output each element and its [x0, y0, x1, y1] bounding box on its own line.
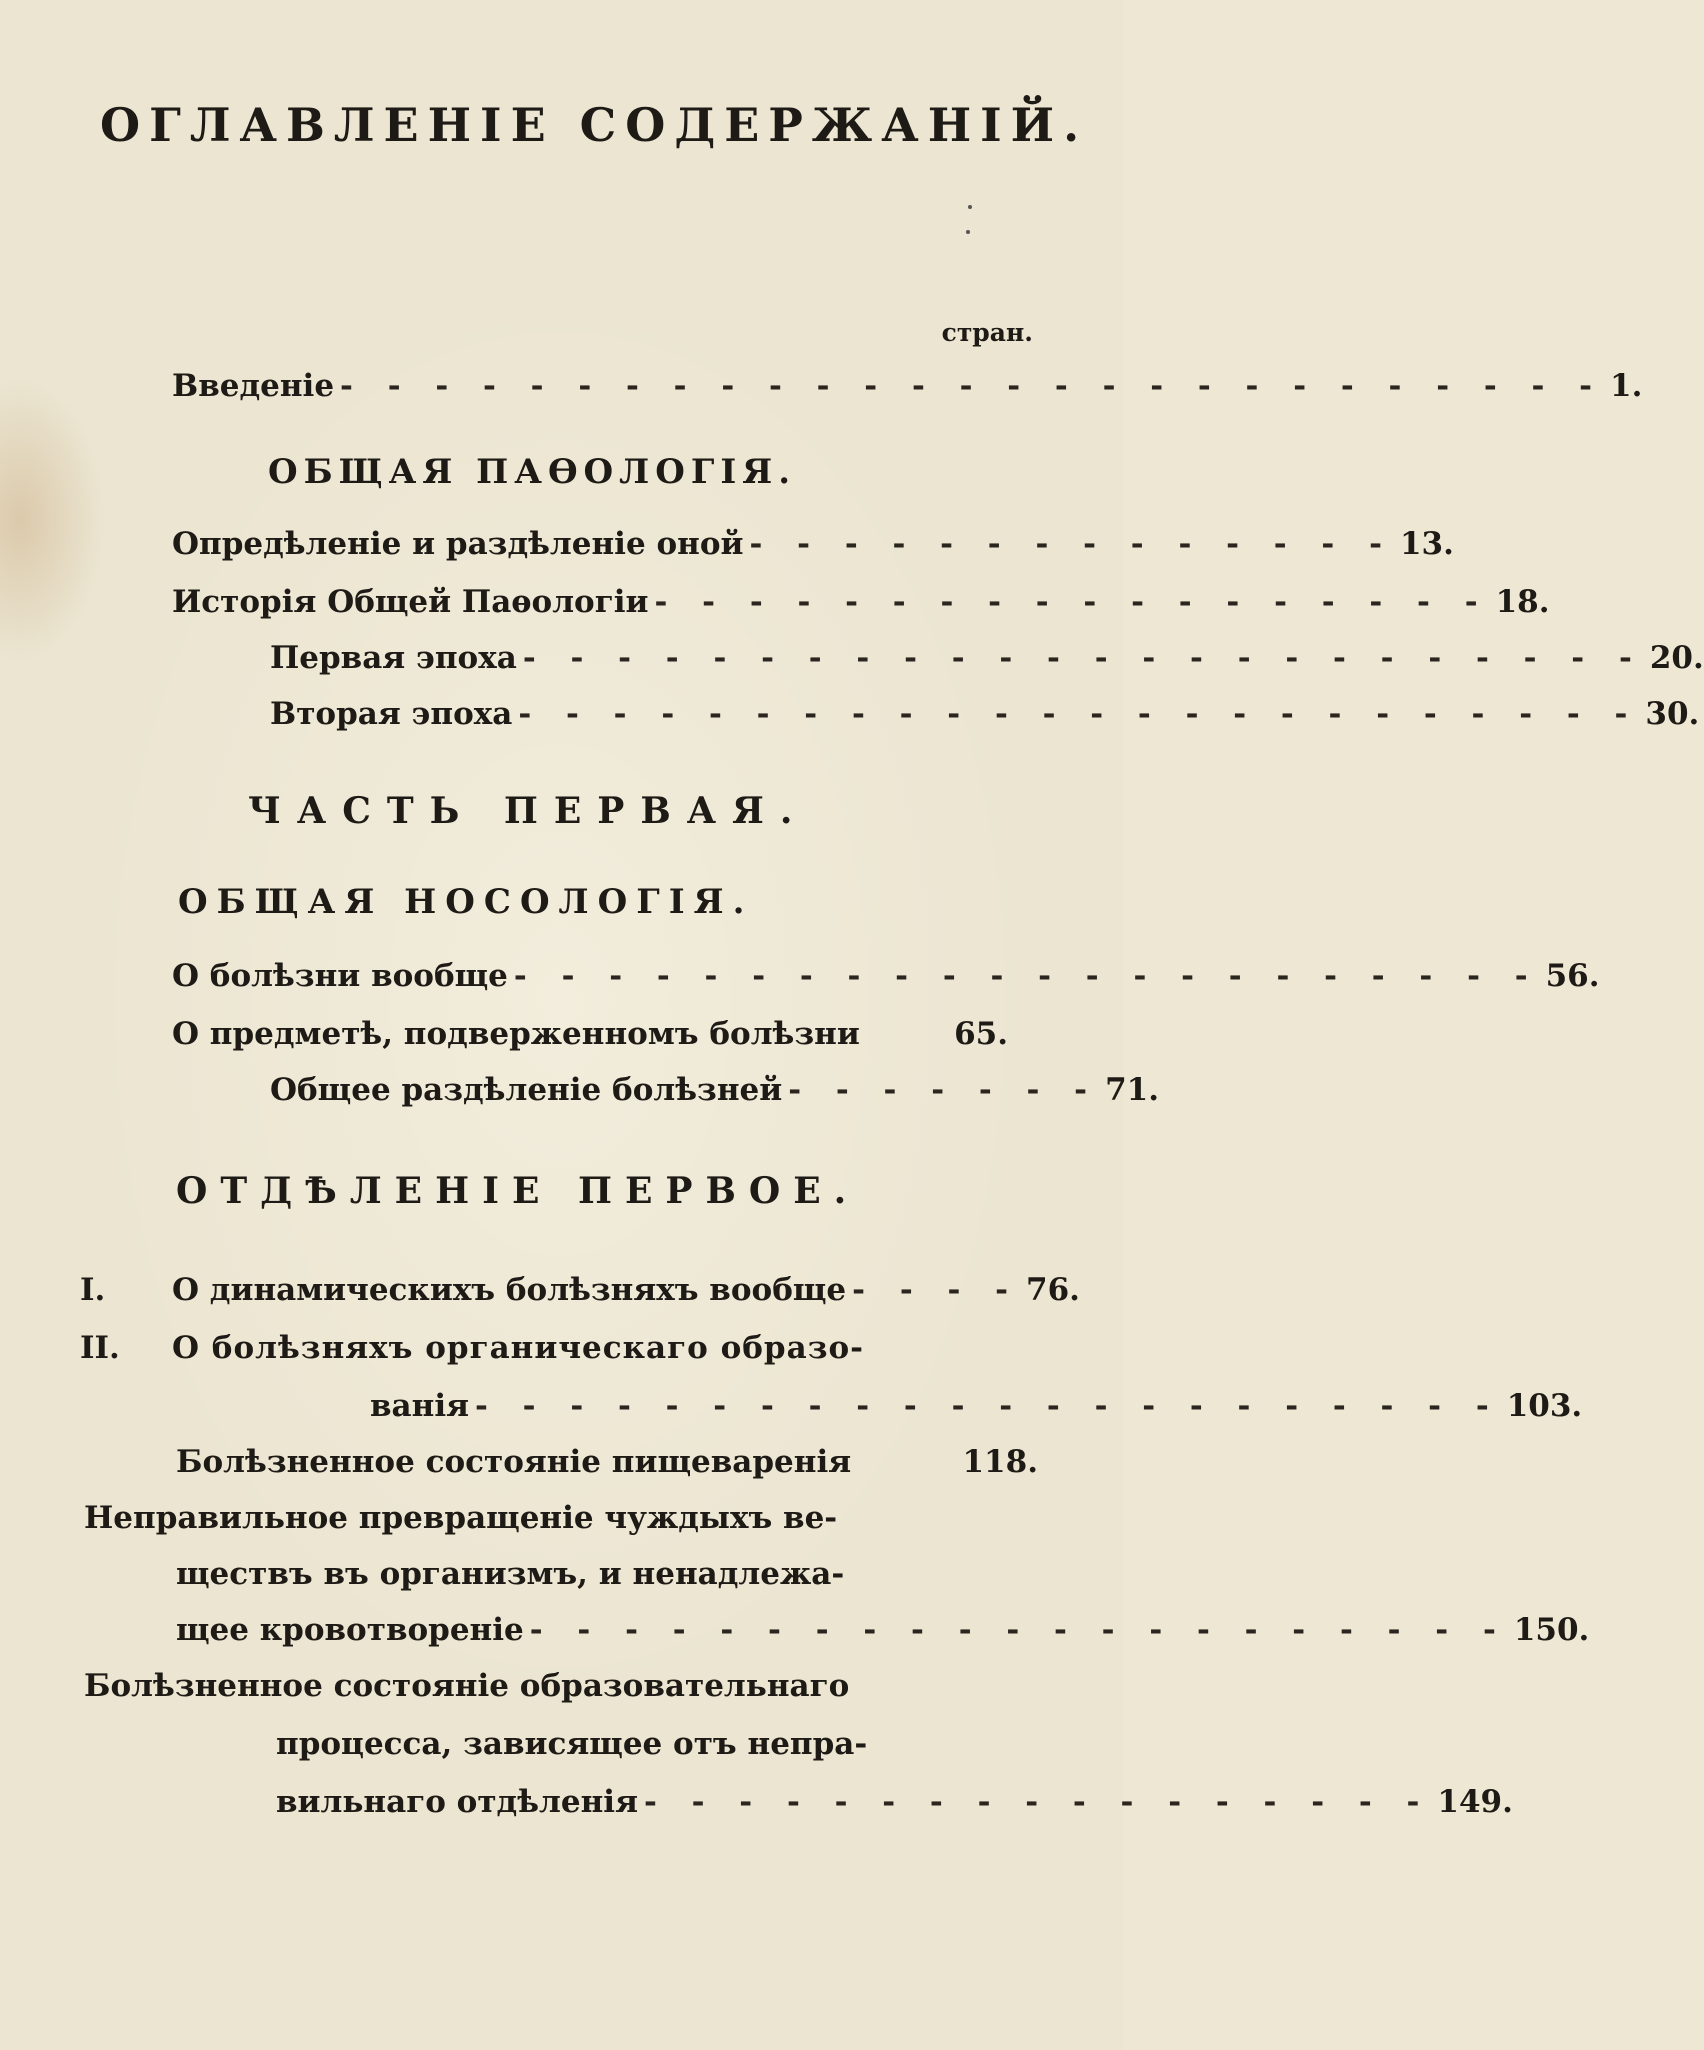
- toc-entry-organic-line2[interactable]: [370, 1388, 1583, 1434]
- toc-entry-page: 30.: [1645, 696, 1700, 732]
- toc-entry-label: О болѣзни вообще: [172, 958, 508, 994]
- toc-entry-label: щее кровотвореніе: [176, 1612, 524, 1648]
- toc-entry-formative-line2[interactable]: процесса, зависящее отъ непра-: [276, 1726, 868, 1762]
- dot-leader: - - - - - - - - - - - - - -: [749, 526, 1394, 562]
- toc-entry-history[interactable]: [172, 584, 1550, 630]
- ink-speck: [966, 230, 970, 234]
- toc-entry-division[interactable]: [270, 1072, 1159, 1118]
- toc-entry-disease-general[interactable]: [172, 958, 1600, 1004]
- toc-entry-conversion-line1[interactable]: Неправильное превращеніе чуждыхъ ве-: [84, 1500, 838, 1536]
- dot-leader: - - - - - - - - - - - - - - - - - - - - - - - - - - -: [340, 368, 1605, 404]
- toc-entry-label: Болѣзненное состояніе пищеваренія: [176, 1444, 852, 1480]
- toc-entry-label: О динамическихъ болѣзняхъ вообще: [172, 1272, 847, 1308]
- toc-entry-subject[interactable]: [172, 1016, 1008, 1062]
- toc-entry-page: 20.: [1649, 640, 1704, 676]
- dot-leader: - - - - - - - - - - - - - - - - - - - - - - - -: [518, 696, 1640, 732]
- toc-entry-formative-line3[interactable]: [276, 1784, 1513, 1830]
- section-heading-general-nosology: ОБЩАЯ НОСОЛОГІЯ.: [178, 882, 754, 922]
- dot-leader: - - - - - - -: [788, 1072, 1100, 1108]
- toc-entry-page: 13.: [1399, 526, 1454, 562]
- page-title: ОГЛАВЛЕНІЕ СОДЕРЖАНІЙ.: [100, 98, 1089, 152]
- toc-entry-label: Опредѣленіе и раздѣленіе оной: [172, 526, 744, 562]
- dot-leader: - - - - - - - - - - - - - - - - - -: [654, 584, 1490, 620]
- toc-entry-page: 150.: [1513, 1612, 1590, 1648]
- toc-entry-conversion-line2[interactable]: ществъ въ организмъ, и ненадлежа-: [176, 1556, 845, 1592]
- toc-entry-organic-line1[interactable]: О болѣзняхъ органическаго образо-: [172, 1330, 865, 1366]
- toc-entry-page: 103.: [1506, 1388, 1583, 1424]
- toc-entry-label: Первая эпоха: [270, 640, 517, 676]
- toc-entry-label: Вторая эпоха: [270, 696, 513, 732]
- dot-leader: - - - - - - - - - - - - - - - - -: [643, 1784, 1432, 1820]
- toc-entry-conversion-line3[interactable]: [176, 1612, 1590, 1658]
- toc-entry-definition[interactable]: [172, 526, 1454, 572]
- toc-entry-formative-line1[interactable]: Болѣзненное состояніе образовательнаго: [84, 1668, 850, 1704]
- toc-entry-page: 65.: [954, 1016, 1008, 1052]
- ink-speck: [968, 205, 972, 209]
- toc-entry-second-epoch[interactable]: [270, 696, 1700, 742]
- toc-entry-page: 71.: [1105, 1072, 1159, 1108]
- section-heading-division-one: ОТДѢЛЕНІЕ ПЕРВОЕ.: [176, 1170, 860, 1212]
- dot-leader: - - - - - - - - - - - - - - - - - - - - - -: [513, 958, 1540, 994]
- toc-entry-intro[interactable]: [172, 368, 1643, 414]
- toc-entry-label: Исторія Общей Паѳологіи: [172, 584, 649, 620]
- toc-entry-dynamic[interactable]: [172, 1272, 1080, 1318]
- toc-entry-page: 1.: [1610, 368, 1643, 404]
- toc-entry-first-epoch[interactable]: [270, 640, 1704, 686]
- dot-leader: - - - - - - - - - - - - - - - - - - - - -: [529, 1612, 1508, 1648]
- section-heading-general-pathology: ОБЩАЯ ПАѲОЛОГІЯ.: [268, 452, 797, 492]
- roman-numeral: II.: [80, 1330, 120, 1366]
- roman-numeral: I.: [80, 1272, 106, 1308]
- toc-entry-page: 76.: [1026, 1272, 1080, 1308]
- page-column-label: стран.: [941, 318, 1033, 347]
- toc-entry-label: вильнаго отдѣленія: [276, 1784, 638, 1820]
- toc-entry-digestion[interactable]: [176, 1444, 1038, 1490]
- toc-entry-page: 118.: [962, 1444, 1038, 1480]
- toc-entry-label: О предметѣ, подверженномъ болѣзни: [172, 1016, 860, 1052]
- dot-leader: - - - -: [852, 1272, 1020, 1308]
- toc-entry-page: 56.: [1545, 958, 1600, 994]
- dot-leader: - - - - - - - - - - - - - - - - - - - - - -: [475, 1388, 1501, 1424]
- dot-leader: - - - - - - - - - - - - - - - - - - - - - - - -: [522, 640, 1644, 676]
- section-heading-part-one: ЧАСТЬ ПЕРВАЯ.: [248, 790, 809, 832]
- toc-entry-label: Общее раздѣленіе болѣзней: [270, 1072, 783, 1108]
- toc-entry-label: Введеніе: [172, 368, 335, 404]
- toc-entry-page: 149.: [1437, 1784, 1513, 1820]
- toc-entry-page: 18.: [1495, 584, 1550, 620]
- toc-entry-label: ванія: [370, 1388, 469, 1424]
